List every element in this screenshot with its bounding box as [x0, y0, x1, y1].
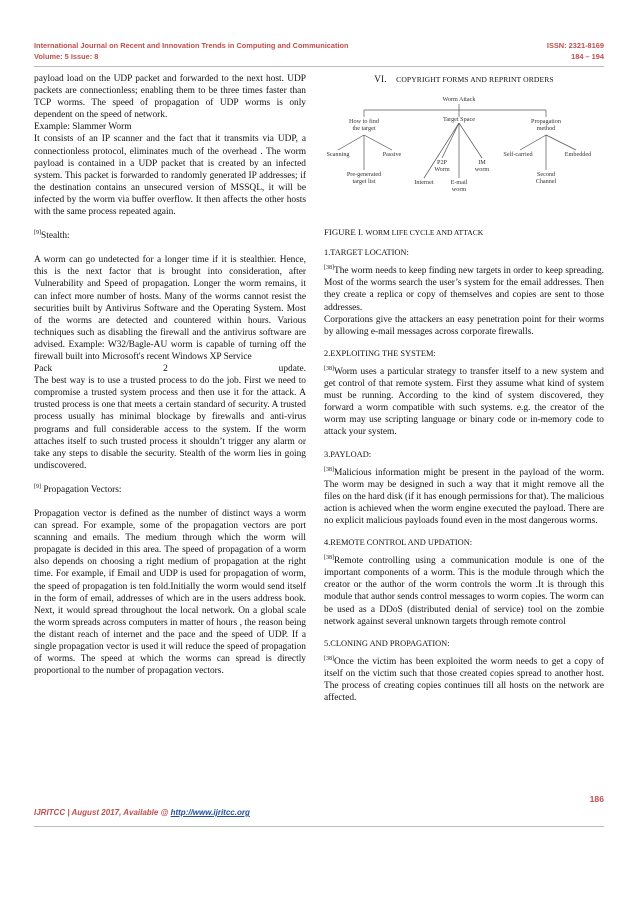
- section-heading: VI. COPYRIGHT FORMS AND REPRINT ORDERS: [374, 74, 554, 84]
- citation: [38]: [324, 466, 334, 473]
- citation: [38]: [324, 555, 334, 562]
- paragraph: [38]Remote controlling using a communication module is one of the important components of a worm. This is the module through which the creator or the author of the worm controls the worm .It is through this module that author sends control messages to worm copies. The worm can be used as a DDoS (distributed denial of service) tool on the zombie network against several unknown targets through remote control: [324, 555, 604, 627]
- citation: [9]: [34, 483, 41, 490]
- right-column: [324, 73, 604, 704]
- node-internet: Internet: [414, 179, 434, 187]
- paragraph: [38]Once the victim has been exploited the worm needs to get a copy of itself on the victim such that those created copies spread to another host. The process of creating copies continues till all hosts on the network are affected.: [324, 655, 604, 704]
- page-range: 184 – 194: [571, 52, 604, 61]
- node-im: IM: [478, 159, 486, 167]
- paragraph: A worm can go undetected for a longer time if it is stealthier. Hence, this is the next factor that is brought into consideration, after Vulnerability and Speed of propagation. Longer the worm remains, it can infect more number of hosts. Many of the worms cannot resist the securities built by Antivirus Software and the Operating System. Most of the worms are detected and countered within hours. Various techniques such as disabling the firewall and the antivirus software are advised. Example: W32/Bagle-AU worm is capable of turning off the firewall built into Microsoft's recent Windows XP Service: [34, 255, 306, 362]
- subheading-payload: 3.PAYLOAD:: [324, 449, 372, 459]
- paragraph: It consists of an IP scanner and the fact that it transmits via UDP, a connectionless protocol, eliminates much of the overhead . The worm payload is contained in a UDP packet that is created by an infected system. This packet is forwarded to randomly generated IP addresses; if the destination contains an unsecured version of MSSQL, it will be infected by the worm via buffer overflow. It then affects the other hosts with the same process repeated again.: [34, 134, 306, 218]
- node-scanning: Scanning: [326, 151, 350, 159]
- node-passive: Passive: [382, 151, 402, 159]
- worm-attack-diagram: [324, 90, 604, 222]
- subheading-target-location: 1.TARGET LOCATION:: [324, 248, 409, 258]
- left-column: [34, 73, 306, 677]
- paragraph: [38]Worm uses a particular strategy to transfer itself to a new system and get control of that remote system. First they assume what kind of system must be running. According to the kind of system discovered, they forward a worm compatible with such systems. e.g. the creator of the worm may use scripting language or binary code or in-memory code to attack your system.: [324, 365, 604, 438]
- stealth-heading: [9]Stealth:: [34, 230, 70, 242]
- issn-info: [454, 40, 604, 62]
- node-second-channel: Second: [536, 171, 556, 179]
- paragraph: The best way is to use a trusted process to do the job. First we need to compromise a trusted system process and then use it for the attack. A trusted process is one that meets a certain standard of security. A trusted process usually has minimal blockage by firewalls and anti-virus programs and full considerable access to the system. If the worm attaches itself to such trusted process it shouldn’t trigger any alarm or take any steps to disable the security. Stealth of the worm lies in going undiscovered.: [34, 376, 306, 471]
- node-target-space: Target Space: [443, 116, 475, 124]
- subheading-exploiting: 2.EXPLOITING THE SYSTEM:: [324, 348, 436, 358]
- citation: [38]: [324, 655, 334, 662]
- node-email-2: worm: [451, 186, 467, 194]
- paragraph: [38]The worm needs to keep finding new targets in order to keep spreading. Most of the worms search the user’s system for the email addresses. Then they create a replica or copy of themselves and copies are sent to those addresses.: [324, 265, 604, 313]
- subheading-remote-control: 4.REMOTE CONTROL AND UPDATION:: [324, 538, 473, 548]
- node-how-to-find-2: the target: [352, 125, 376, 133]
- journal-title: International Journal on Recent and Innovation Trends in Computing and Communication: [34, 41, 349, 50]
- node-embedded: Embedded: [564, 151, 592, 159]
- propagation-heading: [9] Propagation Vectors:: [34, 483, 122, 495]
- worm-attack-figure: [324, 90, 604, 222]
- journal-info: [34, 40, 414, 62]
- page-number: 186: [589, 794, 604, 804]
- node-worm-attack: Worm Attack: [442, 96, 476, 104]
- paragraph: [38]Malicious information might be present in the payload of the worm. The worm may be designed in such a way that it might remove all the files on the hard disk (if it has enough permissions for that). The malicious action is achieved when the worm engine executed the payload. There are no explicit malicious payloads found even in the most dangerous worms.: [324, 466, 604, 526]
- figure-caption: FIGURE I. WORM LIFE CYCLE AND ATTACK: [324, 227, 484, 238]
- journal-volume: Volume: 5 Issue: 8: [34, 52, 99, 61]
- node-how-to-find: How to find: [349, 118, 379, 126]
- subheading-cloning: 5.CLONING AND PROPAGATION:: [324, 638, 450, 648]
- paragraph: Corporations give the attackers an easy penetration point for their worms by allowing e-mail messages across corporate firewalls.: [324, 314, 604, 337]
- node-p2p-2: Worm: [434, 166, 450, 174]
- node-pre-generated: Pre-generated: [346, 171, 382, 179]
- issn: ISSN: 2321-8169: [546, 41, 604, 50]
- node-self-carried: Self-carried: [503, 151, 533, 159]
- citation: [9]: [34, 230, 41, 236]
- node-p2p: P2P: [437, 159, 447, 167]
- journal-link[interactable]: http://www.ijritcc.org: [170, 808, 250, 817]
- node-im-2: worm: [474, 166, 490, 174]
- node-propagation-method: Propagation: [531, 118, 561, 126]
- paragraph: Propagation vector is defined as the number of distinct ways a worm can spread. For example, some of the propagation vectors are port scanning and emails. The medium through which the worm will propagate is decided in this area. The speed of propagation of a worm also depends on choosing a right medium of propagation at the right time. For example, if Email and UDP is used for propagation of worm, the speed of propagation is ten fold.Initially the worm would send itself in the form of email, addresses of which are in the users address book. Next, it would spread throughout the local network. On a global scale the worm spreads across computers in matter of hours , the reason being the distant reach of internet and the pace and the speed of UDP. If a single propagation vector is used it will reduce the speed of propagation of worms. The speed at which the worms can spread is directly proportional to the number of propagation vectors.: [34, 509, 306, 677]
- node-email: E-mail: [450, 179, 468, 187]
- node-second-channel-2: Channel: [535, 178, 557, 186]
- header-rule: [34, 66, 604, 67]
- citation: [38]: [324, 265, 334, 272]
- paragraph: payload load on the UDP packet and forwarded to the next host. UDP packets are connectionless; enabling them to be three times faster than TCP worms. The speed of propagation of UDP worms is only dependent on the speed of network.: [34, 74, 306, 121]
- page-footer: IJRITCC | August 2017, Available @ http://www.ijritcc.org: [34, 808, 250, 817]
- pack-line: Pack 2 update.: [34, 364, 306, 375]
- footer-rule: [34, 826, 604, 827]
- node-propagation-method-2: method: [536, 125, 556, 133]
- node-pre-generated-2: target list: [352, 178, 376, 186]
- paragraph: Example: Slammer Worm: [34, 122, 132, 133]
- citation: [38]: [324, 365, 334, 372]
